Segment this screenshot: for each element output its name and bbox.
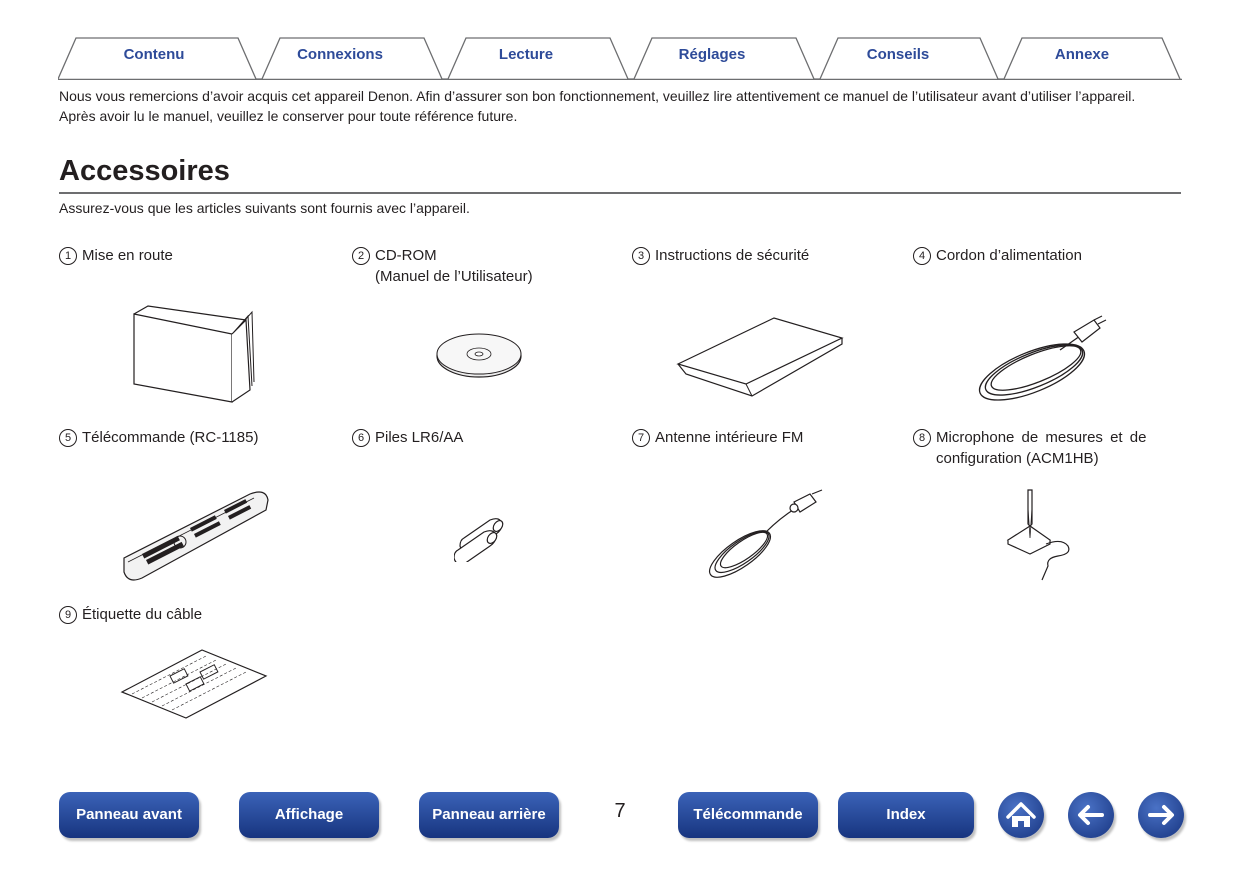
page-number: 7 <box>614 800 626 822</box>
accessory-item-3 <box>632 245 809 266</box>
remote-control-button[interactable]: Télécommande <box>678 792 818 838</box>
item-number: 7 <box>632 429 650 447</box>
cd-rom-icon <box>434 330 524 380</box>
item-number: 3 <box>632 247 650 265</box>
item-label: Piles LR6/AA <box>375 429 464 446</box>
remote-control-icon <box>120 488 272 584</box>
item-number: 4 <box>913 247 931 265</box>
item-label: Microphone de mesures et de <box>936 429 1147 446</box>
item-number: 1 <box>59 247 77 265</box>
intro-paragraph-1: Nous vous remercions d’avoir acquis cet appareil Denon. Afin d’assurer son bon fonctionnement, veuillez lire attentivement ce manuel de l’utilisateur avant d’utiliser l’appareil. <box>59 88 1136 104</box>
accessory-item-9 <box>59 604 202 625</box>
tab-lecture[interactable]: Lecture <box>498 46 554 63</box>
section-heading <box>59 152 1181 194</box>
cable-label-icon <box>120 646 270 722</box>
item-number: 2 <box>352 247 370 265</box>
item-label: CD-ROM <box>375 247 437 264</box>
accessory-item-4 <box>913 245 1082 266</box>
item-label: Instructions de sécurité <box>655 247 810 264</box>
batteries-icon <box>454 512 508 562</box>
item-label: Étiquette du câble <box>82 606 203 623</box>
item-label-line2: (Manuel de l’Utilisateur) <box>375 268 533 285</box>
tab-contenu[interactable]: Contenu <box>123 46 185 63</box>
accessory-item-8 <box>913 427 1173 469</box>
tab-annexe[interactable]: Annexe <box>1054 46 1110 63</box>
tab-conseils[interactable]: Conseils <box>866 46 930 63</box>
tab-connexions[interactable]: Connexions <box>297 46 383 63</box>
intro-text <box>59 86 1181 126</box>
forward-button[interactable] <box>1138 792 1184 838</box>
accessory-item-6 <box>352 427 463 448</box>
booklet-icon <box>128 304 258 408</box>
item-label: Cordon d’alimentation <box>936 247 1082 264</box>
section-subtitle: Assurez-vous que les articles suivants sont fournis avec l’appareil. <box>59 200 470 216</box>
arrow-right-icon <box>1138 792 1184 838</box>
item-label: Télécommande (RC-1185) <box>82 429 259 446</box>
arrow-left-icon <box>1068 792 1114 838</box>
item-number: 6 <box>352 429 370 447</box>
power-cord-icon <box>970 310 1112 402</box>
item-number: 8 <box>913 429 931 447</box>
accessory-item-1 <box>59 245 173 266</box>
tab-reglages[interactable]: Réglages <box>678 46 746 63</box>
top-tab-bar <box>58 34 1182 80</box>
home-button[interactable] <box>998 792 1044 838</box>
display-button[interactable]: Affichage <box>239 792 379 838</box>
fm-antenna-icon <box>700 488 832 586</box>
accessory-item-5 <box>59 427 258 448</box>
intro-paragraph-2: Après avoir lu le manuel, veuillez le conserver pour toute référence future. <box>59 108 518 124</box>
home-icon <box>998 792 1044 838</box>
microphone-icon <box>1002 488 1082 586</box>
index-button[interactable]: Index <box>838 792 974 838</box>
front-panel-button[interactable]: Panneau avant <box>59 792 199 838</box>
item-label: Mise en route <box>82 247 173 264</box>
rear-panel-button[interactable]: Panneau arrière <box>419 792 559 838</box>
back-button[interactable] <box>1068 792 1114 838</box>
item-number: 5 <box>59 429 77 447</box>
item-number: 9 <box>59 606 77 624</box>
page-title: Accessoires <box>59 155 230 187</box>
item-label-line2: configuration (ACM1HB) <box>936 450 1099 467</box>
accessory-item-2 <box>352 245 533 287</box>
accessory-item-7 <box>632 427 803 448</box>
folded-sheet-icon <box>674 314 846 400</box>
item-label: Antenne intérieure FM <box>655 429 804 446</box>
